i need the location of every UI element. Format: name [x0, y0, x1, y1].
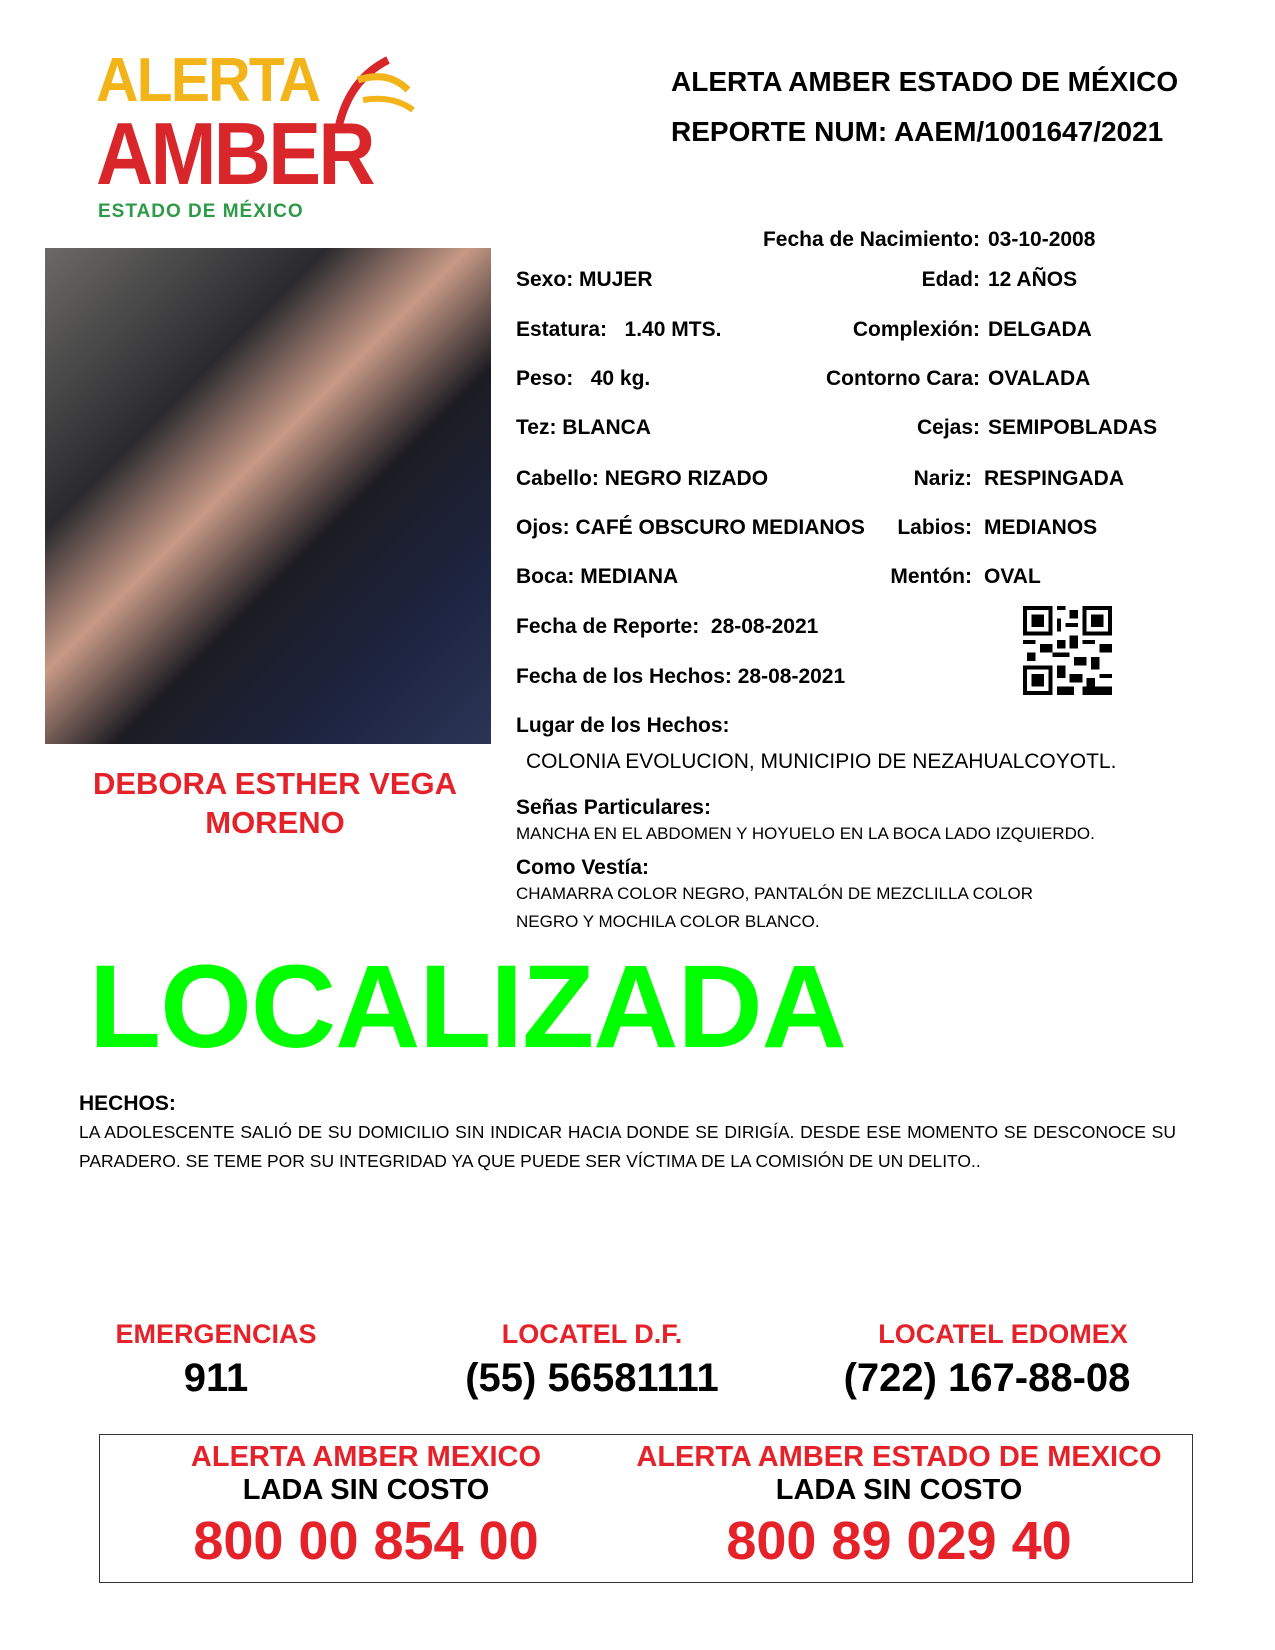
labios-value: MEDIANOS — [984, 516, 1098, 539]
tollfree-number-edomex: 800 89 029 40 — [726, 1511, 1072, 1571]
reporte-value: 28-08-2021 — [710, 615, 819, 638]
lugar-label: Lugar de los Hechos: — [516, 714, 730, 737]
alerta-amber-logo — [96, 46, 426, 225]
edad-value: 12 AÑOS — [988, 268, 1078, 291]
person-photo — [45, 248, 491, 744]
peso-value: 40 kg. — [590, 367, 651, 390]
complexion-label: Complexión: — [852, 318, 980, 341]
ojos-label: Ojos: — [516, 516, 570, 539]
tollfree-sub-mexico: LADA SIN COSTO — [242, 1474, 490, 1506]
reporte-label: Fecha de Reporte: — [516, 615, 700, 638]
cejas-label: Cejas: — [916, 416, 980, 439]
header-title: ALERTA AMBER ESTADO DE MÉXICO — [671, 66, 1179, 97]
senas-label: Señas Particulares: — [516, 796, 711, 819]
contact-label-locatel-edomex: LOCATEL EDOMEX — [878, 1319, 1128, 1349]
labios-label: Labios: — [897, 516, 972, 539]
lugar-value: COLONIA EVOLUCION, MUNICIPIO DE NEZAHUALCOYOTL. — [526, 750, 1117, 773]
contact-label-emergencias: EMERGENCIAS — [115, 1319, 317, 1349]
birth-label: Fecha de Nacimiento: — [762, 228, 980, 251]
person-name-line1: DEBORA ESTHER VEGA — [92, 766, 457, 801]
report-number: REPORTE NUM: AAEM/1001647/2021 — [671, 116, 1164, 147]
hechos-label: HECHOS: — [79, 1092, 176, 1115]
contact-number-locatel-df: (55) 56581111 — [465, 1356, 719, 1400]
contact-number-emergencias: 911 — [183, 1356, 249, 1400]
birth-value: 03-10-2008 — [988, 228, 1096, 251]
boca-label: Boca: — [516, 565, 575, 588]
tez-value: BLANCA — [562, 416, 651, 439]
contorno-label: Contorno Cara: — [826, 367, 980, 390]
logo-line2: AMBER — [96, 104, 373, 203]
senas-value: MANCHA EN EL ABDOMEN Y HOYUELO EN LA BOCA LADO IZQUIERDO. — [516, 824, 1095, 843]
logo-line3: ESTADO DE MÉXICO — [98, 201, 304, 222]
estatura-value: 1.40 MTS. — [624, 318, 722, 341]
cabello-label: Cabello: — [516, 467, 599, 490]
peso-label: Peso: — [516, 367, 574, 390]
vestia-line2: NEGRO Y MOCHILA COLOR BLANCO. — [516, 912, 820, 931]
logo-swoosh-icon — [328, 50, 418, 140]
localizada-stamp: LOCALIZADA — [89, 941, 846, 1073]
qr-code-icon — [1022, 606, 1113, 695]
sexo-label: Sexo: — [516, 268, 574, 291]
tollfree-title-edomex: ALERTA AMBER ESTADO DE MEXICO — [636, 1441, 1162, 1473]
estatura-label: Estatura: — [516, 318, 608, 341]
hechos-text: LA ADOLESCENTE SALIÓ DE SU DOMICILIO SIN INDICAR HACIA DONDE SE DIRIGÍA. DESDE ESE MOMENTO SE DESCONOCE SU PARADERO. SE TEME POR SU INTEGRIDAD YA QUE PUEDE SER VÍCTIMA DE LA COMISIÓN DE UN DELITO.. — [79, 1122, 1176, 1171]
tez-label: Tez: — [516, 416, 557, 439]
contorno-value: OVALADA — [988, 367, 1091, 390]
tollfree-number-mexico: 800 00 854 00 — [193, 1511, 539, 1571]
menton-value: OVAL — [984, 565, 1041, 588]
logo-line1: ALERTA — [96, 46, 320, 115]
hechos-fecha-label: Fecha de los Hechos: — [516, 665, 732, 688]
tollfree-sub-edomex: LADA SIN COSTO — [775, 1474, 1023, 1506]
sexo-value: MUJER — [579, 268, 653, 291]
edad-label: Edad: — [921, 268, 980, 291]
contact-label-locatel-df: LOCATEL D.F. — [501, 1319, 683, 1349]
vestia-label: Como Vestía: — [516, 856, 650, 879]
menton-label: Mentón: — [890, 565, 972, 588]
cabello-value: NEGRO RIZADO — [604, 467, 769, 490]
boca-value: MEDIANA — [580, 565, 679, 588]
nariz-label: Nariz: — [913, 467, 972, 490]
nariz-value: RESPINGADA — [984, 467, 1125, 490]
ojos-value: CAFÉ OBSCURO MEDIANOS — [575, 516, 865, 539]
complexion-value: DELGADA — [988, 318, 1092, 341]
vestia-line1: CHAMARRA COLOR NEGRO, PANTALÓN DE MEZCLILLA COLOR — [516, 884, 1034, 903]
tollfree-title-mexico: ALERTA AMBER MEXICO — [190, 1441, 542, 1473]
cejas-value: SEMIPOBLADAS — [988, 416, 1158, 439]
contact-number-locatel-edomex: (722) 167-88-08 — [843, 1356, 1131, 1400]
hechos-fecha-value: 28-08-2021 — [737, 665, 846, 688]
person-name-line2: MORENO — [205, 805, 345, 840]
